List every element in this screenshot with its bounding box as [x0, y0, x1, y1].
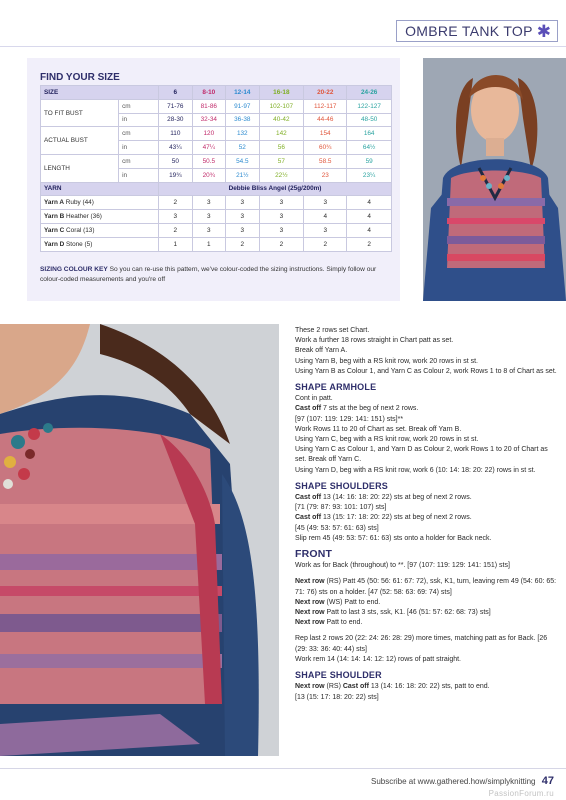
- measure-value: 20¾: [192, 168, 225, 182]
- size-column-header: 6: [159, 86, 192, 100]
- yarn-shade: Coral (13): [66, 226, 95, 234]
- yarn-label: YARN: [41, 182, 159, 196]
- measure-value: 164: [347, 127, 392, 141]
- pattern-line: [13 (15: 17: 18: 20: 22) sts]: [295, 693, 379, 701]
- find-your-size-title: FIND YOUR SIZE: [40, 72, 120, 83]
- bold-term: Cast off: [295, 405, 322, 413]
- measure-value: 52: [226, 141, 259, 155]
- measure-unit: in: [119, 168, 159, 182]
- pattern-line: [295, 598, 557, 608]
- pattern-line: [295, 682, 557, 692]
- yarn-quantity: 3: [192, 210, 225, 224]
- bold-term: Next row: [295, 609, 325, 617]
- measure-value: 40-42: [259, 113, 304, 127]
- pattern-line: [45 (49: 53: 57: 61: 63) sts]: [295, 524, 379, 532]
- header-title: OMBRE TANK TOP: [405, 23, 533, 39]
- measure-value: 120: [192, 127, 225, 141]
- measure-value: 23: [304, 168, 347, 182]
- measure-row: [41, 154, 392, 168]
- size-column-header: 8-10: [192, 86, 225, 100]
- measure-value: 60¾: [304, 141, 347, 155]
- yarn-quantity: 3: [192, 223, 225, 237]
- asterisk-icon: ✱: [536, 21, 551, 41]
- yarn-quantity: 4: [347, 223, 392, 237]
- measure-unit: in: [119, 113, 159, 127]
- size-column-header: 12-14: [226, 86, 259, 100]
- measure-label: LENGTH: [41, 154, 119, 182]
- measure-value: 48-50: [347, 113, 392, 127]
- key-title: SIZING COLOUR KEY: [40, 266, 108, 273]
- section-title-front: FRONT: [295, 548, 333, 561]
- model-photo-detail: [0, 324, 279, 756]
- bold-term: Next row: [295, 598, 325, 606]
- measure-unit: cm: [119, 99, 159, 113]
- size-column-header: 16-18: [259, 86, 304, 100]
- bold-term: Cast off: [342, 683, 369, 691]
- yarn-quantity: 1: [192, 237, 225, 251]
- section-title-shoulder: SHAPE SHOULDER: [295, 670, 382, 681]
- pattern-line: Work a further 18 rows straight in Chart patt as set.: [295, 337, 454, 345]
- yarn-quantity: 1: [159, 237, 192, 251]
- measure-value: 71-76: [159, 99, 192, 113]
- yarn-quantity: 2: [226, 237, 259, 251]
- pattern-line: [295, 577, 557, 597]
- pattern-text: 13 (15: 17: 18: 20: 22) sts at beg of next 2 rows.: [323, 514, 472, 522]
- measure-value: 28-30: [159, 113, 192, 127]
- measure-row: [41, 127, 392, 141]
- page-number: 47: [541, 775, 554, 787]
- yarn-row: [41, 237, 392, 251]
- measure-value: 32-34: [192, 113, 225, 127]
- size-header-row: [41, 86, 392, 100]
- pattern-instructions: [295, 326, 557, 703]
- yarn-quantity: 4: [347, 196, 392, 210]
- page-footer: [371, 775, 554, 787]
- pattern-line: Slip rem 45 (49: 53: 57: 61: 63) sts onto a holder for Back neck.: [295, 534, 492, 542]
- find-your-size-panel: [27, 58, 400, 301]
- yarn-quantity: 2: [159, 223, 192, 237]
- bold-term: Next row: [295, 619, 325, 627]
- measure-value: 58.5: [304, 154, 347, 168]
- measure-value: 81-86: [192, 99, 225, 113]
- subscribe-link[interactable]: Subscribe at www.gathered.how/simplyknitting: [370, 777, 536, 786]
- size-label: SIZE: [41, 86, 159, 100]
- pattern-line: [295, 618, 557, 628]
- pattern-line: Work rem 14 (14: 14: 14: 12: 12) rows of patt straight.: [295, 655, 462, 663]
- model-illustration-detail: [0, 324, 279, 756]
- pattern-text: Patt to end.: [326, 619, 363, 627]
- pattern-line: [295, 513, 557, 523]
- yarn-name: Debbie Bliss Angel (25g/200m): [159, 182, 392, 196]
- measure-value: 102-107: [259, 99, 304, 113]
- measure-unit: cm: [119, 127, 159, 141]
- yarn-row-label: [41, 210, 159, 224]
- yarn-row-label: [41, 237, 159, 251]
- model-photo-top: [423, 58, 566, 301]
- pattern-text: (WS) Patt to end.: [326, 598, 381, 606]
- pattern-text: 7 sts at the beg of next 2 rows.: [323, 405, 419, 413]
- size-table: [40, 85, 392, 252]
- yarn-row: [41, 210, 392, 224]
- sizing-colour-key: [40, 265, 390, 285]
- pattern-text: (RS): [326, 683, 341, 691]
- measure-row: [41, 99, 392, 113]
- pattern-line: These 2 rows set Chart.: [295, 327, 370, 334]
- yarn-shade: Stone (5): [66, 240, 93, 248]
- yarn-quantity: 3: [259, 210, 304, 224]
- bold-term: Cast off: [295, 514, 322, 522]
- measure-value: 19¾: [159, 168, 192, 182]
- pattern-line: Using Yarn B as Colour 1, and Yarn C as Colour 2, work Rows 1 to 8 of Chart as set.: [295, 367, 557, 375]
- pattern-text: 13 (14: 16: 18: 20: 22) sts at beg of next 2 rows.: [323, 494, 472, 502]
- measure-value: 64½: [347, 141, 392, 155]
- model-illustration-top: [423, 58, 566, 301]
- pattern-line: Using Yarn B, beg with a RS knit row, work 20 rows in st st.: [295, 357, 478, 365]
- yarn-quantity: 3: [226, 223, 259, 237]
- yarn-letter: Yarn D: [44, 240, 65, 248]
- size-column-header: 24-26: [347, 86, 392, 100]
- yarn-quantity: 2: [159, 196, 192, 210]
- page-header: [396, 20, 558, 42]
- pattern-line: [71 (79: 87: 93: 101: 107) sts]: [295, 504, 387, 512]
- yarn-row: [41, 196, 392, 210]
- yarn-row-label: [41, 196, 159, 210]
- measure-label: ACTUAL BUST: [41, 127, 119, 155]
- section-title-armhole: SHAPE ARMHOLE: [295, 382, 377, 393]
- header-divider: [0, 46, 566, 47]
- footer-divider: [0, 768, 566, 769]
- pattern-text: 13 (14: 16: 18: 20: 22) sts, patt to end.: [370, 683, 490, 691]
- watermark: PassionForum.ru: [488, 789, 554, 798]
- pattern-line: Break off Yarn A.: [295, 347, 348, 355]
- measure-value: 110: [159, 127, 192, 141]
- yarn-quantity: 3: [226, 210, 259, 224]
- measure-value: 44-46: [304, 113, 347, 127]
- yarn-quantity: 3: [259, 223, 304, 237]
- measure-unit: cm: [119, 154, 159, 168]
- size-column-header: 20-22: [304, 86, 347, 100]
- yarn-shade: Ruby (44): [65, 199, 94, 207]
- measure-value: 50.5: [192, 154, 225, 168]
- pattern-line: Rep last 2 rows 20 (22: 24: 26: 28: 29) more times, matching patt as for Back. [26 (29: 33: 36: 40: 44) sts]: [295, 635, 548, 653]
- pattern-text: Patt to last 3 sts, ssk, K1. [46 (51: 57: 62: 68: 73) sts]: [326, 609, 491, 617]
- yarn-shade: Heather (36): [66, 213, 102, 221]
- bold-term: Next row: [295, 578, 325, 586]
- yarn-quantity: 3: [159, 210, 192, 224]
- bold-term: Next row: [295, 683, 325, 691]
- yarn-quantity: 4: [347, 210, 392, 224]
- measure-value: 59: [347, 154, 392, 168]
- yarn-quantity: 3: [259, 196, 304, 210]
- pattern-text: (RS) Patt 45 (50: 56: 61: 67: 72), ssk, K1, turn, leaving rem 49 (54: 60: 65: 71: 76) sts on a holder. [47 (52: 58: 63: 69: 74) sts]: [295, 578, 557, 596]
- measure-value: 22½: [259, 168, 304, 182]
- measure-value: 50: [159, 154, 192, 168]
- yarn-row: [41, 223, 392, 237]
- yarn-quantity: 2: [304, 237, 347, 251]
- measure-value: 112-117: [304, 99, 347, 113]
- pattern-line: [295, 608, 557, 618]
- pattern-line: Work Rows 11 to 20 of Chart as set. Break off Yarn B.: [295, 425, 462, 433]
- yarn-quantity: 2: [259, 237, 304, 251]
- measure-unit: in: [119, 141, 159, 155]
- measure-label: TO FIT BUST: [41, 99, 119, 127]
- measure-value: 54.5: [226, 154, 259, 168]
- measure-value: 132: [226, 127, 259, 141]
- yarn-quantity: 4: [304, 210, 347, 224]
- measure-value: 21½: [226, 168, 259, 182]
- yarn-quantity: 3: [304, 223, 347, 237]
- key-text: So you can re-use this pattern, we've colour-coded the sizing instructions. Simply follow our colour-coded measurements and you're off: [40, 266, 377, 283]
- yarn-letter: Yarn C: [44, 226, 65, 234]
- yarn-header-row: [41, 182, 392, 196]
- measure-value: 36-38: [226, 113, 259, 127]
- pattern-line: Cont in patt.: [295, 395, 333, 403]
- measure-value: 142: [259, 127, 304, 141]
- section-title-shoulders: SHAPE SHOULDERS: [295, 480, 389, 491]
- measure-value: 47¼: [192, 141, 225, 155]
- yarn-quantity: 2: [347, 237, 392, 251]
- pattern-line: [295, 493, 557, 503]
- yarn-letter: Yarn B: [44, 213, 65, 221]
- measure-value: 57: [259, 154, 304, 168]
- yarn-quantity: 3: [226, 196, 259, 210]
- pattern-line: Work as for Back (throughout) to **. [97 (107: 119: 129: 141: 151) sts]: [295, 562, 510, 570]
- yarn-row-label: [41, 223, 159, 237]
- measure-value: 91-97: [226, 99, 259, 113]
- bold-term: Cast off: [295, 494, 322, 502]
- pattern-line: Using Yarn D, beg with a RS knit row, work 6 (10: 14: 18: 20: 22) rows in st st.: [295, 466, 536, 474]
- measure-value: 23¼: [347, 168, 392, 182]
- measure-value: 154: [304, 127, 347, 141]
- pattern-line: [295, 404, 557, 414]
- measure-value: 43¼: [159, 141, 192, 155]
- pattern-line: Using Yarn C, beg with a RS knit row, work 20 rows in st st.: [295, 436, 479, 444]
- yarn-quantity: 3: [304, 196, 347, 210]
- yarn-letter: Yarn A: [44, 199, 65, 207]
- measure-value: 122-127: [347, 99, 392, 113]
- yarn-quantity: 3: [192, 196, 225, 210]
- pattern-line: [97 (107: 119: 129: 141: 151) sts]**: [295, 415, 404, 423]
- pattern-line: Using Yarn C as Colour 1, and Yarn D as Colour 2, work Rows 1 to 20 of Chart as set. Break off Yarn C.: [295, 446, 548, 464]
- measure-value: 56: [259, 141, 304, 155]
